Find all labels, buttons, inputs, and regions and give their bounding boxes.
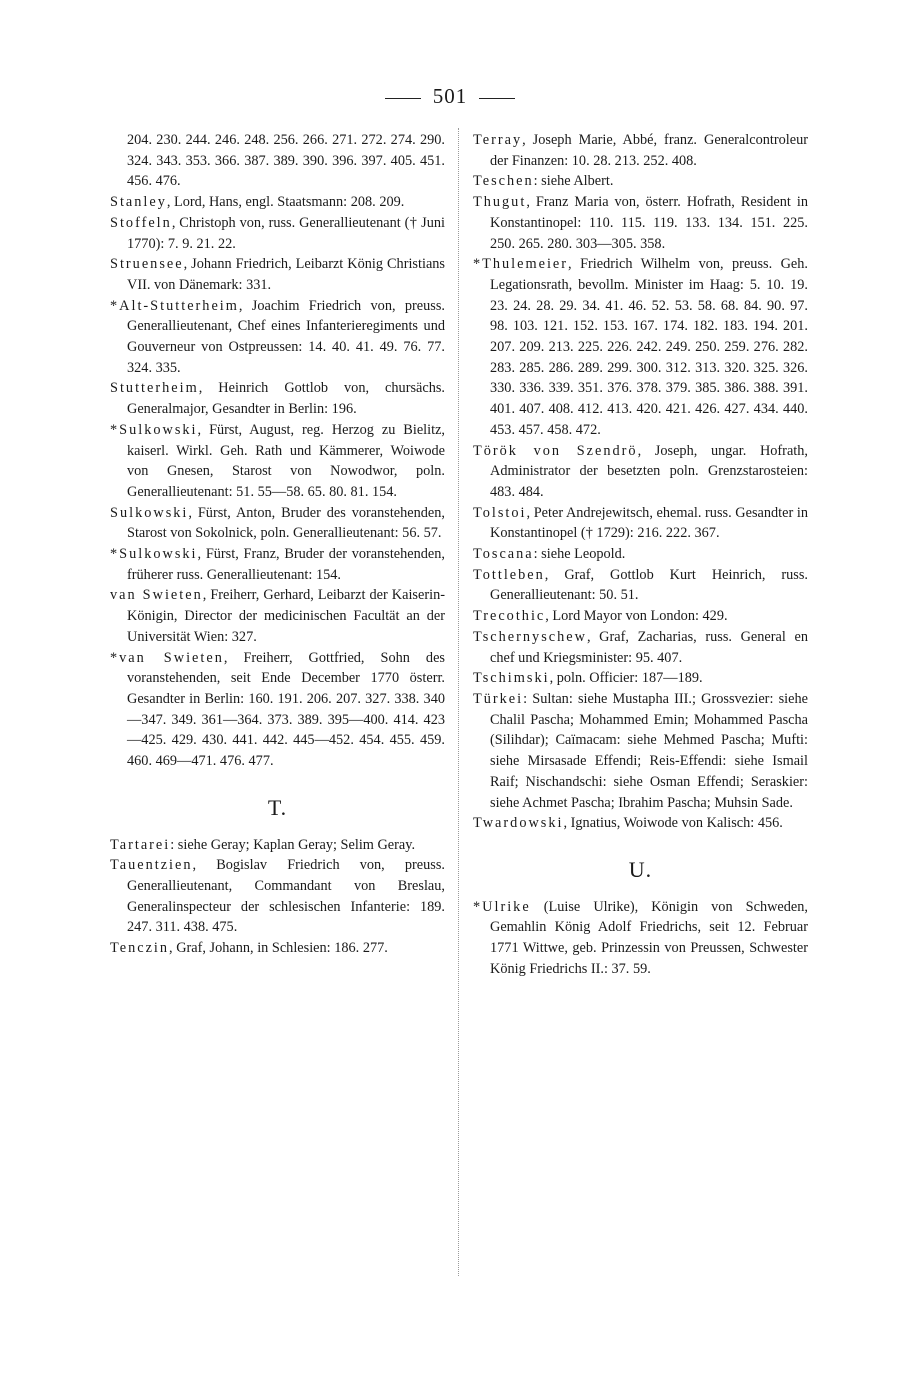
index-entry bbox=[473, 606, 808, 627]
index-entry bbox=[473, 171, 808, 192]
index-entry bbox=[473, 503, 808, 544]
entry-headword: Teschen bbox=[473, 173, 534, 190]
entry-text: : Sultan: siehe Mustapha III.; Grossvezier: siehe Chalil Pascha; Mohammed Emin; Mohammed Pascha (Silihdar); Caïmacam: siehe Mehmed Pascha; Mufti: siehe Mirsasade Effendi; Reis-Effendi: siehe Ismail Raif; Nischandschi: siehe Osman Effendi; Seraskier: siehe Achmet Pascha; Ibrahim Pascha; Muhsin Sade. bbox=[490, 690, 808, 811]
index-entry bbox=[110, 648, 445, 772]
entry-headword: Tartarei bbox=[110, 836, 171, 853]
header-rule-left bbox=[385, 98, 421, 99]
entry-headword: Stanley bbox=[110, 194, 167, 211]
column-divider bbox=[458, 128, 459, 1276]
page-header bbox=[0, 84, 900, 109]
index-entry bbox=[473, 689, 808, 813]
entry-text: , Graf, Johann, in Schlesien: 186. 277. bbox=[169, 940, 388, 957]
index-entry bbox=[473, 813, 808, 834]
entry-text: , Joachim Friedrich von, preuss. Generallieutenant, Chef eines Infanterieregiments und Gouverneur von Ostpreussen: 14. 40. 41. 49. 76. 77. 324. 335. bbox=[127, 297, 445, 376]
index-entry bbox=[110, 254, 445, 295]
entry-headword: Stoffeln bbox=[110, 214, 172, 231]
index-entry bbox=[110, 503, 445, 544]
entry-headword: *Alt-Stutterheim bbox=[110, 297, 239, 314]
entry-text: , Fürst, Anton, Bruder des voranstehenden, Starost von Sokolnick, poln. Generallieutenant: 56. 57. bbox=[127, 504, 445, 542]
entry-text: , Graf, Gottlob Kurt Heinrich, russ. Generallieutenant: 50. 51. bbox=[490, 566, 808, 604]
entry-text: , Lord, Hans, engl. Staatsmann: 208. 209. bbox=[166, 194, 405, 211]
entry-headword: Struensee bbox=[110, 256, 184, 273]
entry-headword: Tottleben bbox=[473, 566, 545, 583]
entry-headword: Türkei bbox=[473, 690, 524, 707]
header-rule-right bbox=[479, 98, 515, 99]
entry-headword: Twardowski bbox=[473, 815, 564, 832]
entry-text: : siehe Leopold. bbox=[533, 546, 626, 563]
entry-text: (Luise Ulrike), Königin von Schweden, Gemahlin König Adolf Friedrichs, seit 12. Februar 1771 Wittwe, geb. Prinzessin von Preussen, Schwester König Friedrichs II.: 37. 59. bbox=[490, 898, 808, 977]
entry-text: , Ignatius, Woiwode von Kalisch: 456. bbox=[563, 815, 783, 832]
entry-headword: Toscana bbox=[473, 546, 534, 563]
entry-text: , Friedrich Wilhelm von, preuss. Geh. Legationsrath, bevollm. Minister im Haag: 5. 10. 19. 23. 24. 28. 29. 34. 41. 46. 52. 53. 58. 68. 84. 90. 97. 98. 103. 121. 152. 153. 167. 174. 182. 183. 194. 201. 207. 209. 213. 225. 226. 242. 249. 250. 259. 276. 282. 283. 285. 286. 289. 299. 300. 312. 313. 320. 325. 326. 330. 336. 339. 351. 376. 378. 379. 385. 386. 388. 391. 401. 407. 408. 412. 413. 420. 421. 426. 427. 434. 440. 453. 457. 458. 472. bbox=[490, 256, 808, 438]
entry-headword: *Ulrike bbox=[473, 898, 531, 915]
entry-text: , Johann Friedrich, Leibarzt König Christians VII. von Dänemark: 331. bbox=[127, 256, 445, 293]
left-column bbox=[110, 130, 445, 959]
entry-headword: Tenczin bbox=[110, 940, 170, 957]
entry-headword: *Sulkowski bbox=[110, 546, 198, 563]
entry-text: , Lord Mayor von London: 429. bbox=[545, 608, 728, 625]
entry-text: , Christoph von, russ. Generallieutenant († Juni 1770): 7. 9. 21. 22. bbox=[127, 214, 445, 252]
index-entry bbox=[110, 213, 445, 254]
entry-headword: Tschimski bbox=[473, 670, 550, 687]
entry-text: : siehe Geray; Kaplan Geray; Selim Geray. bbox=[170, 836, 416, 853]
entry-text: , Franz Maria von, österr. Hofrath, Resident in Konstantinopel: 110. 115. 119. 133. 134. 151. 225. 250. 265. 280. 303—305. 358. bbox=[490, 194, 808, 252]
entry-text: , Joseph Marie, Abbé, franz. Generalcontroleur der Finanzen: 10. 28. 213. 252. 408. bbox=[490, 132, 808, 169]
index-entry bbox=[473, 192, 808, 254]
entry-text: , Heinrich Gottlob von, chursächs. Generalmajor, Gesandter in Berlin: 196. bbox=[127, 380, 445, 418]
entry-text: , Bogislav Friedrich von, preuss. Generallieutenant, Commandant von Breslau, Generalinspecteur der schlesischen Infanterie: 189. 247. 311. 438. 475. bbox=[127, 857, 445, 936]
entry-headword: Török von Szendrö bbox=[473, 442, 638, 459]
entry-text: , Fürst, August, reg. Herzog zu Bielitz, kaiserl. Wirkl. Geh. Rath und Kämmerer, Woiwode von Gnesen, Starost von Nowodwor, poln. Generallieutenant: 51. 55—58. 65. 80. 81. 154. bbox=[127, 421, 445, 500]
entry-headword: van Swieten bbox=[110, 587, 203, 604]
entry-text: , Graf, Zacharias, russ. General en chef und Kriegsminister: 95. 407. bbox=[490, 628, 808, 666]
entry-text: , poln. Officier: 187—189. bbox=[549, 670, 703, 687]
entry-headword: Sulkowski bbox=[110, 504, 189, 521]
index-entry bbox=[110, 420, 445, 503]
entry-headword: *Sulkowski bbox=[110, 421, 198, 438]
index-entry bbox=[473, 441, 808, 503]
entry-headword: Tauentzien bbox=[110, 857, 193, 874]
entry-headword: Trecothic bbox=[473, 608, 546, 625]
index-entry bbox=[473, 627, 808, 668]
entry-headword: Tolstoi bbox=[473, 504, 527, 521]
entry-text: , Peter Andrejewitsch, ehemal. russ. Gesandter in Konstantinopel († 1729): 216. 222. 367. bbox=[490, 504, 808, 542]
entry-text: , Freiherr, Gerhard, Leibarzt der Kaiserin-Königin, Director der medicinischen Facultät an der Universität Wien: 327. bbox=[127, 587, 445, 645]
index-entry bbox=[110, 835, 445, 856]
page-number: 501 bbox=[432, 84, 468, 108]
entry-text: , Fürst, Franz, Bruder der voranstehenden, früherer russ. Generallieutenant: 154. bbox=[127, 546, 445, 583]
entry-headword: Tschernyschew bbox=[473, 628, 587, 645]
entry-headword: Stutterheim bbox=[110, 380, 199, 397]
index-entry bbox=[110, 938, 445, 959]
entry-text: , Joseph, ungar. Hofrath, Administrator der besetzten poln. Grenzstarosteien: 483. 484. bbox=[490, 442, 808, 500]
entry-text: : siehe Albert. bbox=[533, 173, 614, 190]
index-entry bbox=[473, 130, 808, 171]
index-entry bbox=[110, 544, 445, 585]
entry-headword: *Thulemeier bbox=[473, 256, 569, 273]
entry-headword: *van Swieten bbox=[110, 649, 224, 666]
right-column bbox=[473, 130, 808, 979]
entry-headword: Terray bbox=[473, 132, 523, 148]
index-entry bbox=[110, 296, 445, 379]
index-entry bbox=[110, 378, 445, 419]
entry-text: , Freiherr, Gottfried, Sohn des voranstehenden, seit Ende December 1770 österr. Gesandter in Berlin: 160. 191. 206. 207. 327. 338. 340—347. 349. 361—364. 373. 389. 395—400. 414. 423—425. 429. 430. 441. 442. 445—452. 454. 455. 459. 460. 469—471. 476. 477. bbox=[127, 649, 445, 770]
index-entry bbox=[473, 544, 808, 565]
index-entry bbox=[473, 254, 808, 440]
entry-headword: Thugut bbox=[473, 194, 527, 211]
section-letter: T. bbox=[267, 794, 288, 820]
index-entry bbox=[110, 130, 445, 192]
index-entry bbox=[110, 192, 445, 213]
index-entry bbox=[110, 585, 445, 647]
index-entry bbox=[473, 668, 808, 689]
index-entry bbox=[473, 565, 808, 606]
section-letter: U. bbox=[628, 856, 653, 882]
index-entry bbox=[110, 855, 445, 938]
index-entry bbox=[473, 897, 808, 980]
entry-text: 204. 230. 244. 246. 248. 256. 266. 271. 272. 274. 290. 324. 343. 353. 366. 387. 389. 390. 396. 397. 405. 451. 456. 476. bbox=[127, 132, 445, 190]
